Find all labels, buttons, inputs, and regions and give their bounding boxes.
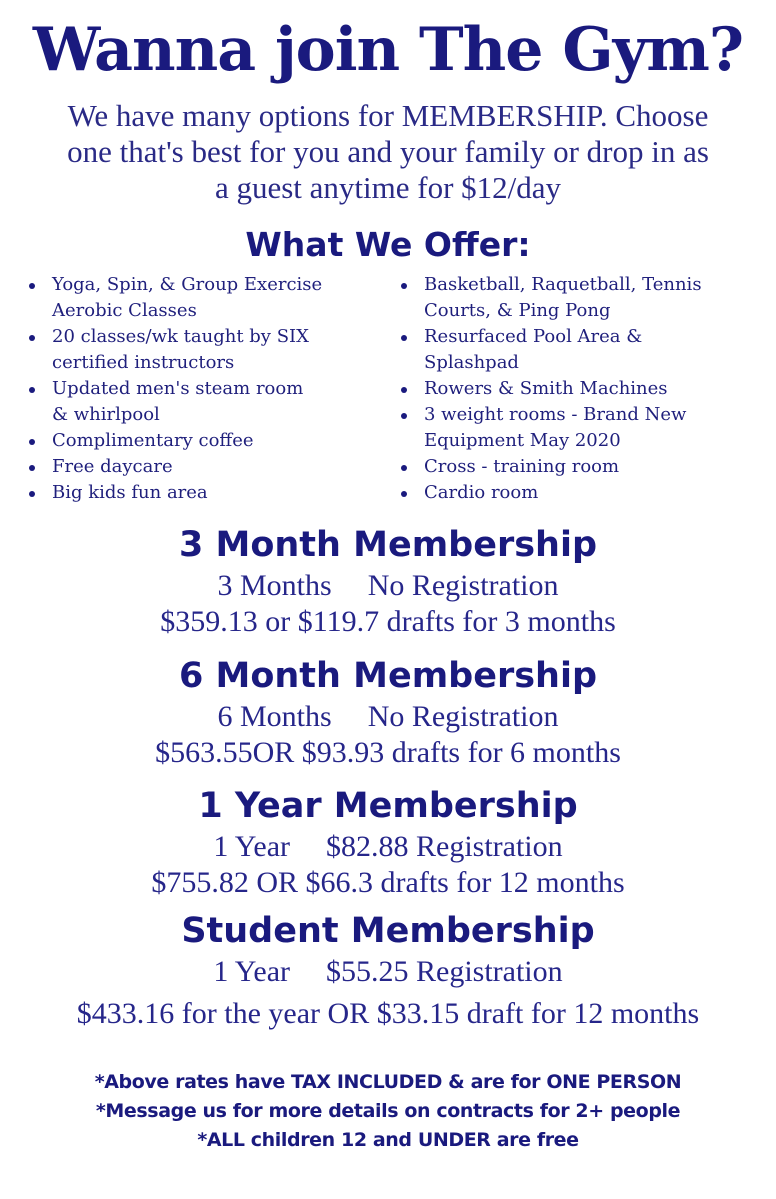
footnote: *Message us for more details on contracts for 2+ people xyxy=(95,1100,681,1122)
offer-item-text: Complimentary coffee xyxy=(52,430,254,451)
plan-6-month xyxy=(0,653,776,771)
offer-item-text: 20 classes/wk taught by SIX xyxy=(52,326,309,347)
offer-item-text: Updated men's steam room xyxy=(52,378,304,399)
offer-item xyxy=(22,480,382,506)
offer-heading: What We Offer: xyxy=(245,225,531,264)
plan-3-month xyxy=(0,522,776,640)
offer-item xyxy=(394,376,764,402)
offer-item-text: & whirlpool xyxy=(52,404,160,425)
offer-item-text: Resurfaced Pool Area & xyxy=(424,326,643,347)
intro-line: a guest anytime for $12/day xyxy=(214,170,562,205)
intro-text xyxy=(0,98,776,206)
plan-title: 3 Month Membership xyxy=(178,525,598,565)
offer-item xyxy=(22,454,382,480)
footnote: *ALL children 12 and UNDER are free xyxy=(197,1129,579,1151)
offer-item-text: Courts, & Ping Pong xyxy=(424,300,611,321)
offer-item xyxy=(22,272,382,324)
plan-pricing: $563.55OR $93.93 drafts for 6 months xyxy=(155,736,621,769)
plan-registration: $55.25 Registration xyxy=(326,955,563,988)
offer-item-text: Rowers & Smith Machines xyxy=(424,378,668,399)
offer-item-text: Cardio room xyxy=(424,482,539,503)
plan-registration: No Registration xyxy=(367,700,559,733)
offer-item-text: Aerobic Classes xyxy=(52,300,197,321)
offer-item xyxy=(394,272,764,324)
plan-terms xyxy=(0,954,776,990)
offer-item xyxy=(394,402,764,454)
plan-registration: $82.88 Registration xyxy=(326,830,563,863)
offer-item xyxy=(22,428,382,454)
footnote: *Above rates have TAX INCLUDED & are for ONE PERSON xyxy=(94,1071,682,1093)
plan-1-year xyxy=(0,783,776,901)
plan-term: 1 Year xyxy=(213,955,290,988)
plan-pricing: $755.82 OR $66.3 drafts for 12 months xyxy=(151,866,625,899)
plan-title: 1 Year Membership xyxy=(198,786,578,826)
offer-item xyxy=(394,480,764,506)
plan-terms xyxy=(0,699,776,735)
offer-item xyxy=(394,324,764,376)
offer-item-text: Equipment May 2020 xyxy=(424,430,621,451)
offer-item xyxy=(22,376,382,428)
plan-title: 6 Month Membership xyxy=(178,656,598,696)
plan-pricing: $433.16 for the year OR $33.15 draft for 12 months xyxy=(76,997,700,1030)
offer-item-text: Splashpad xyxy=(424,352,519,373)
plan-terms xyxy=(0,568,776,604)
plan-registration: No Registration xyxy=(367,569,559,602)
offer-item-text: Yoga, Spin, & Group Exercise xyxy=(52,274,323,295)
offer-item-text: Cross - training room xyxy=(424,456,620,477)
offer-item-text: Big kids fun area xyxy=(52,482,208,503)
offer-list-right xyxy=(394,272,764,506)
plan-terms xyxy=(0,829,776,865)
offer-item-text: Basketball, Raquetball, Tennis xyxy=(424,274,702,295)
offer-item-text: certified instructors xyxy=(52,352,235,373)
page-title: Wanna join The Gym? xyxy=(32,15,744,85)
plan-student xyxy=(0,908,776,1032)
offer-item xyxy=(394,454,764,480)
plan-term: 3 Months xyxy=(217,569,332,602)
plan-title: Student Membership xyxy=(181,911,595,951)
footnotes xyxy=(0,1068,776,1155)
intro-line: one that's best for you and your family or drop in as xyxy=(67,134,709,169)
offer-item xyxy=(22,324,382,376)
offer-list-left xyxy=(22,272,382,506)
intro-line: We have many options for MEMBERSHIP. Choose xyxy=(67,98,709,133)
offer-item-text: Free daycare xyxy=(52,456,173,477)
offer-item-text: 3 weight rooms - Brand New xyxy=(424,404,687,425)
plan-pricing: $359.13 or $119.7 drafts for 3 months xyxy=(160,605,616,638)
plan-term: 6 Months xyxy=(217,700,332,733)
plan-term: 1 Year xyxy=(213,830,290,863)
